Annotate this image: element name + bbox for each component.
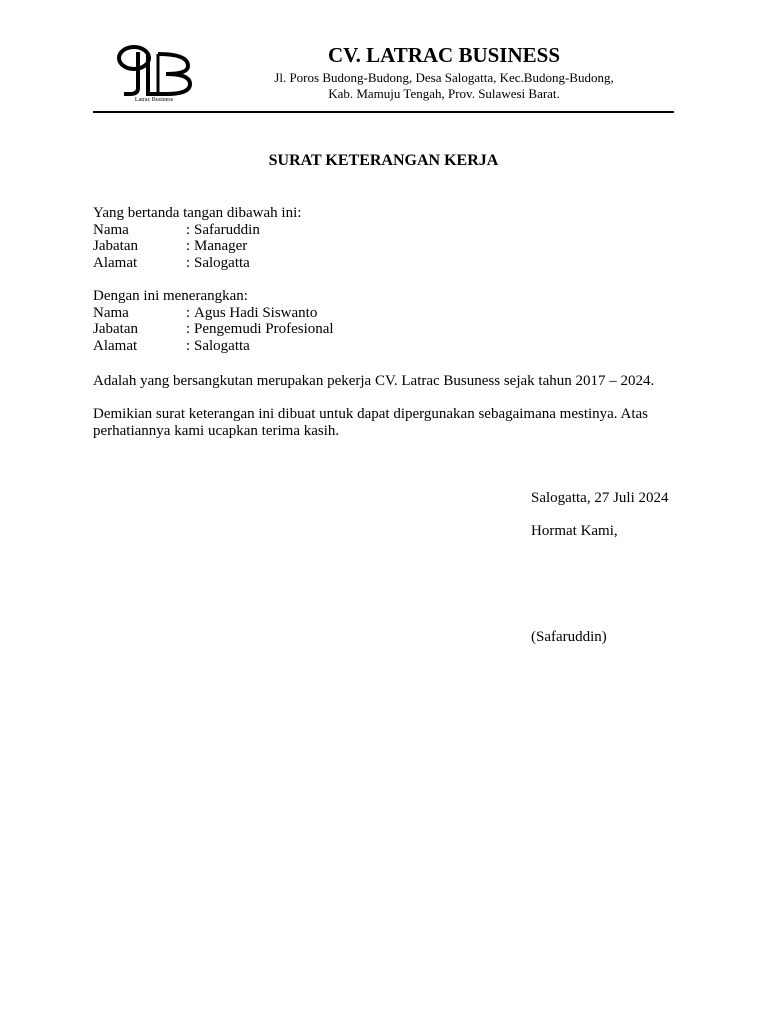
field-label: Alamat — [93, 338, 138, 355]
field-label: Jabatan — [93, 321, 138, 338]
letter-title: SURAT KETERANGAN KERJA — [268, 152, 499, 169]
employment-paragraph: Adalah yang bersangkutan merupakan pekerja CV. Latrac Busuness sejak tahun 2017 – 2024. — [93, 373, 655, 389]
field-separator: : — [186, 221, 191, 238]
field-separator: : — [186, 338, 191, 355]
field-value: Salogatta — [194, 338, 250, 355]
place-date: Salogatta, 27 Juli 2024 — [531, 490, 669, 506]
signer-row-position — [93, 238, 693, 255]
field-label: Jabatan — [93, 238, 138, 255]
logo-caption: Latrac Business — [134, 97, 174, 103]
field-separator: : — [186, 304, 191, 321]
field-value: Manager — [194, 238, 248, 255]
signer-block — [93, 205, 693, 272]
subject-intro: Dengan ini menerangkan: — [93, 288, 248, 304]
subject-row-address — [93, 338, 693, 355]
address-line-2: Kab. Mamuju Tengah, Prov. Sulawesi Barat. — [328, 86, 560, 101]
field-separator: : — [186, 321, 191, 338]
subject-row-position — [93, 321, 693, 338]
field-separator: : — [186, 238, 191, 255]
company-name: CV. LATRAC BUSINESS — [327, 43, 561, 67]
field-label: Nama — [93, 221, 129, 238]
company-logo-graphic — [104, 40, 204, 104]
signer-intro: Yang bertanda tangan dibawah ini: — [93, 205, 302, 221]
field-value: Pengemudi Profesional — [194, 321, 334, 338]
signer-row-address — [93, 255, 693, 272]
company-address — [214, 70, 674, 102]
closing-paragraph: Demikian surat keterangan ini dibuat untuk dapat dipergunakan sebagaimana mestinya. Atas perhatiannya kami ucapkan terima kasih. — [93, 406, 648, 439]
subject-block — [93, 288, 693, 355]
field-value: Agus Hadi Siswanto — [194, 304, 318, 321]
field-separator: : — [186, 255, 191, 272]
subject-row-name — [93, 305, 693, 322]
signature-name: (Safaruddin) — [531, 629, 607, 645]
field-label: Alamat — [93, 255, 138, 272]
company-logo — [104, 40, 204, 104]
address-line-1: Jl. Poros Budong-Budong, Desa Salogatta, Kec.Budong-Budong, — [274, 70, 614, 85]
field-label: Nama — [93, 304, 129, 321]
header-divider — [93, 111, 674, 113]
signer-row-name — [93, 222, 693, 239]
closing-greeting: Hormat Kami, — [531, 523, 618, 539]
field-value: Salogatta — [194, 255, 250, 272]
field-value: Safaruddin — [194, 221, 260, 238]
